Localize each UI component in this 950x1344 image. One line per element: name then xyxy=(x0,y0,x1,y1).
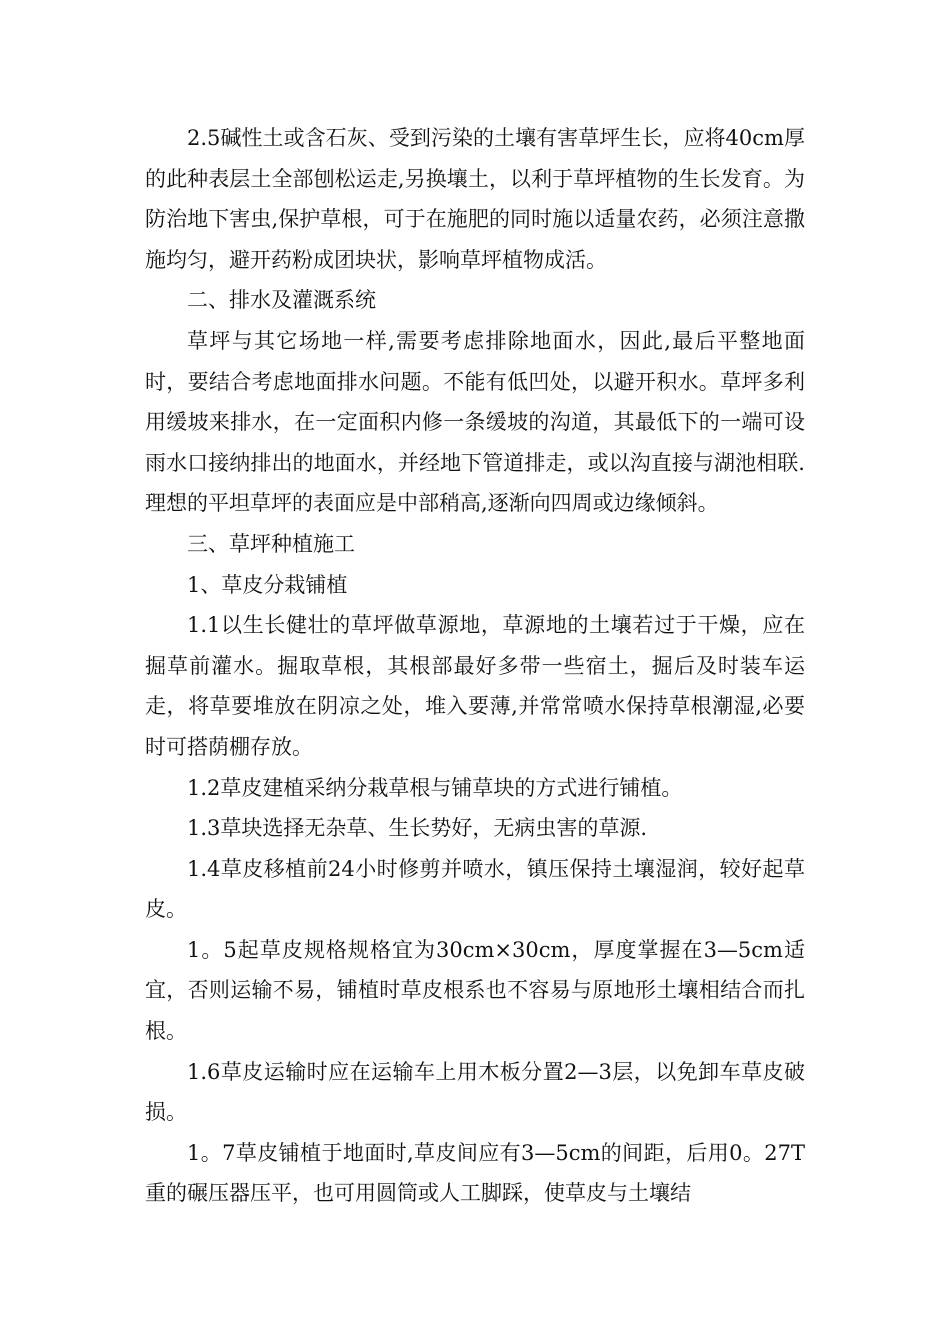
document-body xyxy=(145,118,805,1214)
heading-drainage-irrigation: 二、排水及灌溉系统 xyxy=(187,288,376,313)
heading-lawn-planting: 三、草坪种植施工 xyxy=(187,531,355,556)
paragraph-1-2: 1.2草皮建植采纳分栽草根与铺草块的方式进行铺植。 xyxy=(187,775,683,800)
paragraph-1-6: 1.6草皮运输时应在运输车上用木板分置2—3层，以免卸车草皮破损。 xyxy=(145,1059,805,1125)
paragraph-drainage: 草坪与其它场地一样,需要考虑排除地面水，因此,最后平整地面时，要结合考虑地面排水问题。不能有低凹处，以避开积水。草坪多利用缓坡来排水，在一定面积内修一条缓坡的沟道，其最低下的一端可设雨水口接纳排出的地面水，并经地下管道排走，或以沟直接与湖池相联.理想的平坦草坪的表面应是中部稍高,逐渐向四周或边缘倾斜。 xyxy=(145,328,805,516)
paragraph-alkaline-soil: 2.5碱性土或含石灰、受到污染的土壤有害草坪生长，应将40cm厚的此种表层土全部刨松运走,另换壤土，以利于草坪植物的生长发育。为防治地下害虫,保护草根，可于在施肥的同时施以适量农药，必须注意撒施均匀，避开药粉成团块状，影响草坪植物成活。 xyxy=(145,126,805,272)
subheading-sod-planting: 1、草皮分栽铺植 xyxy=(187,572,348,597)
paragraph-1-1: 1.1以生长健壮的草坪做草源地，草源地的土壤若过于干燥，应在掘草前灌水。掘取草根，其根部最好多带一些宿土，掘后及时装车运走，将草要堆放在阴凉之处，堆入要薄,并常常喷水保持草根潮湿,必要时可搭荫棚存放。 xyxy=(145,613,805,759)
paragraph-1-5: 1。5起草皮规格规格宜为30cm×30cm，厚度掌握在3—5cm适宜，否则运输不易，铺植时草皮根系也不容易与原地形土壤相结合而扎根。 xyxy=(145,937,805,1044)
paragraph-1-3: 1.3草块选择无杂草、生长势好，无病虫害的草源. xyxy=(187,816,648,841)
paragraph-1-7: 1。7草皮铺植于地面时,草皮间应有3—5cm的间距，后用0。27T重的碾压器压平，也可用圆筒或人工脚踩，使草皮与土壤结 xyxy=(145,1140,805,1206)
paragraph-1-4: 1.4草皮移植前24小时修剪并喷水，镇压保持土壤湿润，较好起草皮。 xyxy=(145,856,805,922)
